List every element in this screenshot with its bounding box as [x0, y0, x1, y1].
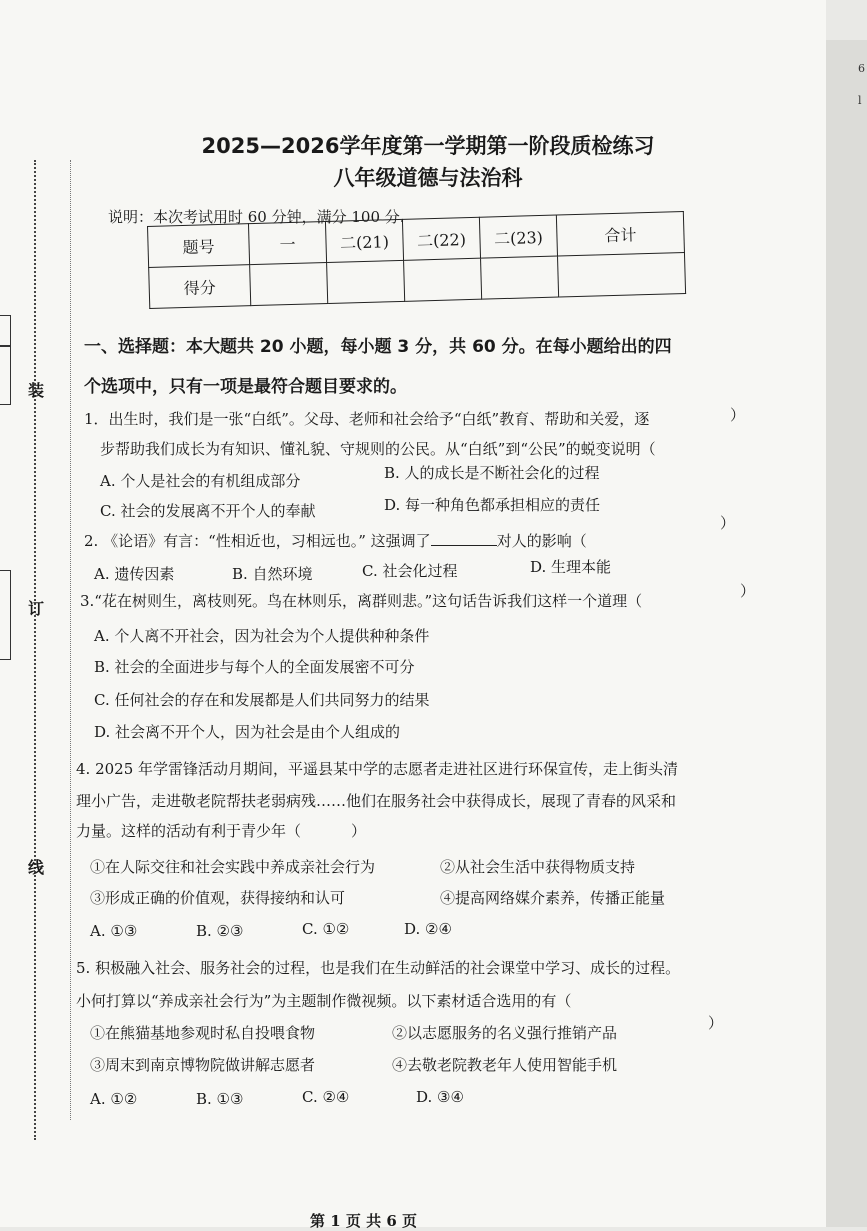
- option-c: C. 社会化过程: [362, 562, 458, 580]
- score-cell: 一: [248, 222, 326, 265]
- question-4-line: 4. 2025 年学雷锋活动月期间，平遥县某中学的志愿者走进社区进行环保宣传，走上街头清: [76, 760, 679, 778]
- option-c: C. ①②: [302, 920, 350, 938]
- statement-1: ①在人际交往和社会实践中养成亲社会行为: [90, 858, 376, 876]
- option-a: A. 遗传因素: [94, 565, 175, 583]
- score-cell: 二(22): [402, 217, 480, 260]
- question-2-stem: [84, 530, 587, 551]
- section-heading: 个选项中，只有一项是最符合题目要求的。: [84, 377, 407, 397]
- exam-note: 说明：本次考试用时 60 分钟，满分 100 分.: [108, 208, 405, 226]
- answer-paren: ）: [351, 822, 367, 840]
- question-2-stem-a: 2. 《论语》有言：“性相近也，习相远也。” 这强调了: [84, 532, 431, 550]
- answer-blank[interactable]: [431, 533, 497, 546]
- edge-char: 6: [858, 62, 865, 75]
- page-number: 第 1 页 共 6 页: [310, 1212, 417, 1230]
- statement-3: ③周末到南京博物院做讲解志愿者: [90, 1056, 316, 1074]
- option-a: A. 个人是社会的有机组成部分: [100, 472, 301, 490]
- statement-2: ②从社会生活中获得物质支持: [440, 858, 636, 876]
- option-c: C. ②④: [302, 1088, 350, 1106]
- binding-char-ding: 订: [28, 599, 45, 618]
- option-b: B. 自然环境: [232, 565, 313, 583]
- option-d: D. ③④: [416, 1088, 464, 1106]
- option-d: D. ②④: [404, 920, 452, 938]
- score-cell: 二(23): [479, 215, 557, 258]
- question-5-line: 5. 积极融入社会、服务社会的过程，也是我们在生动鲜活的社会课堂中学习、成长的过程。: [76, 959, 681, 977]
- exam-subtitle: 八年级道德与法治科: [333, 166, 523, 190]
- question-3-stem: 3.“花在树则生，离枝则死。鸟在林则乐，离群则悲。”这句话告诉我们这样一个道理（: [80, 592, 643, 610]
- section-heading: 一、选择题：本大题共 20 小题，每小题 3 分，共 60 分。在每小题给出的四: [84, 337, 672, 357]
- question-4-line: [76, 820, 366, 841]
- option-b: B. ①③: [196, 1090, 244, 1108]
- option-c: C. 社会的发展离不开个人的奉献: [100, 502, 316, 520]
- binding-char-zhuang: 装: [28, 381, 45, 400]
- binding-line-inner: [70, 160, 71, 1120]
- option-d: D. 社会离不开个人，因为社会是由个人组成的: [94, 723, 401, 741]
- statement-3: ③形成正确的价值观，获得接纳和认可: [90, 889, 346, 907]
- option-a: A. ①③: [90, 922, 138, 940]
- statement-4: ④提高网络媒介素养，传播正能量: [440, 889, 666, 907]
- edge-char: l: [858, 94, 862, 107]
- binding-line: [34, 160, 36, 1140]
- option-a: A. 个人离不开社会，因为社会为个人提供种种条件: [94, 627, 430, 645]
- score-empty-cell[interactable]: [250, 262, 328, 305]
- question-5-line: 小何打算以“养成亲社会行为”为主题制作微视频。以下素材适合选用的有（: [76, 992, 572, 1010]
- statement-2: ②以志愿服务的名义强行推销产品: [392, 1024, 618, 1042]
- score-table: [147, 211, 686, 309]
- answer-paren: ）: [740, 582, 756, 600]
- answer-paren: ）: [720, 514, 736, 532]
- option-d: D. 生理本能: [530, 558, 612, 576]
- answer-paren: ）: [708, 1014, 724, 1032]
- option-a: A. ①②: [90, 1090, 138, 1108]
- score-empty-cell[interactable]: [557, 253, 685, 298]
- option-c: C. 任何社会的存在和发展都是人们共同努力的结果: [94, 691, 430, 709]
- option-b: B. ②③: [196, 922, 244, 940]
- binding-char-xian: 线: [28, 858, 45, 877]
- question-2-stem-b: 对人的影响（: [496, 532, 587, 550]
- score-cell: 题号: [148, 224, 250, 268]
- answer-paren: ）: [730, 406, 746, 424]
- option-b: B. 人的成长是不断社会化的过程: [384, 464, 600, 482]
- binding-box: [0, 570, 11, 660]
- score-empty-cell[interactable]: [481, 256, 559, 299]
- question-1-line: 步帮助我们成长为有知识、懂礼貌、守规则的公民。从“白纸”到“公民”的蜕变说明（: [100, 440, 656, 458]
- exam-title: 2025—2026学年度第一学期第一阶段质检练习: [201, 134, 655, 158]
- score-empty-cell[interactable]: [327, 260, 405, 303]
- statement-4: ④去敬老院教老年人使用智能手机: [392, 1056, 618, 1074]
- option-b: B. 社会的全面进步与每个人的全面发展密不可分: [94, 658, 415, 676]
- score-cell: 得分: [149, 265, 251, 309]
- score-cell: 二(21): [325, 219, 403, 262]
- question-4-line: 理小广告，走进敬老院帮扶老弱病残……他们在服务社会中获得成长，展现了青春的风采和: [76, 792, 677, 810]
- binding-box: [0, 315, 11, 347]
- binding-box: [0, 345, 11, 405]
- scan-edge-strip: [826, 40, 867, 1227]
- question-1-line: 1．出生时，我们是一张“白纸”。父母、老师和社会给予“白纸”教育、帮助和关爱，逐: [84, 410, 650, 428]
- score-empty-cell[interactable]: [404, 258, 482, 301]
- question-4-stem-end: 力量。这样的活动有利于青少年（: [76, 822, 302, 840]
- score-cell: 合计: [556, 212, 684, 257]
- option-d: D. 每一种角色都承担相应的责任: [384, 496, 601, 514]
- statement-1: ①在熊猫基地参观时私自投喂食物: [90, 1024, 316, 1042]
